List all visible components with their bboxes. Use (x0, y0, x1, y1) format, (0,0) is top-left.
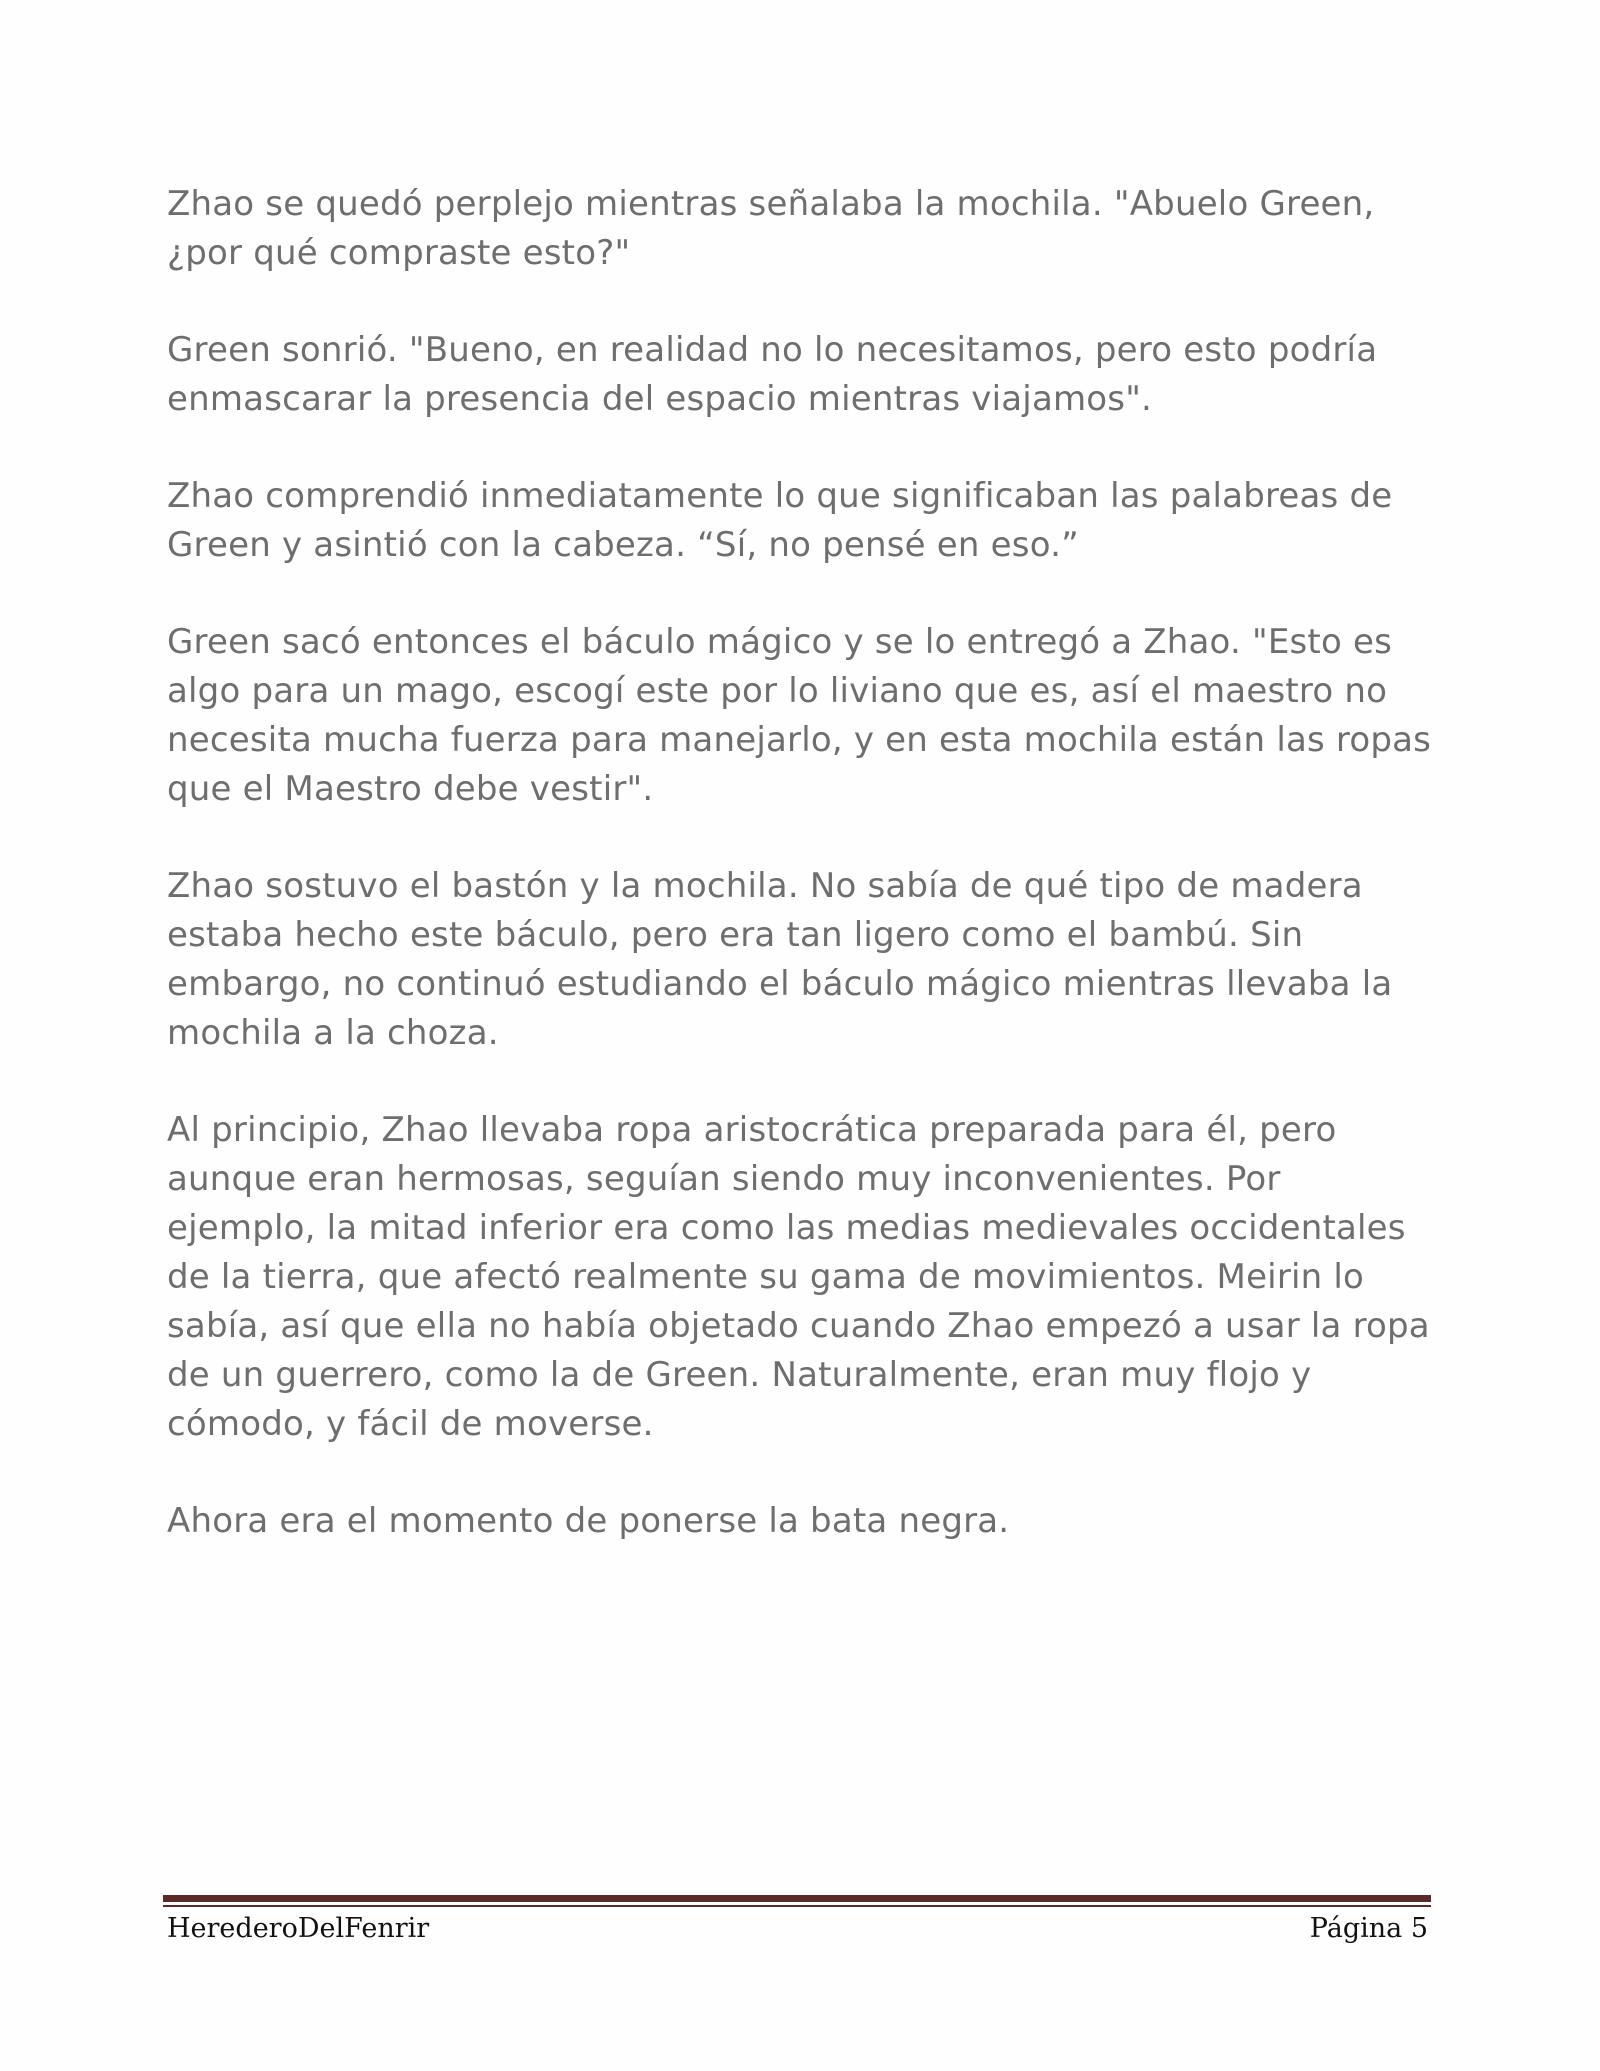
paragraph: Zhao se quedó perplejo mientras señalaba la mochila. "Abuelo Green, ¿por qué compraste esto?" (167, 184, 1375, 273)
footer-page-number: Página 5 (1309, 1913, 1428, 1944)
paragraph: Green sonrió. "Bueno, en realidad no lo necesitamos, pero esto podría enmascarar la presencia del espacio mientras viajamos". (167, 330, 1378, 419)
paragraph: Ahora era el momento de ponerse la bata negra. (167, 1501, 1010, 1541)
footer-divider-thick-line (163, 1895, 1431, 1902)
paragraph: Al principio, Zhao llevaba ropa aristocrática preparada para él, pero aunque eran hermosas, seguían siendo muy inconvenientes. Por ejemplo, la mitad inferior era como las medias medievales occidentales de la tierra, que afectó realmente su gama de movimientos. Meirin lo sabía, así que ella no había objetado cuando Zhao empezó a usar la ropa de un guerrero, como la de Green. Naturalmente, eran muy flojo y cómodo, y fácil de moverse. (167, 1110, 1430, 1444)
footer-author: HerederoDelFenrir (167, 1913, 430, 1944)
paragraph: Zhao comprendió inmediatamente lo que significaban las palabreas de Green y asintió con la cabeza. “Sí, no pensé en eso.” (167, 476, 1393, 565)
footer-divider-thin-line (163, 1905, 1431, 1907)
footer-divider (163, 1895, 1431, 1909)
paragraph: Green sacó entonces el báculo mágico y se lo entregó a Zhao. "Esto es algo para un mago, escogí este por lo liviano que es, así el maestro no necesita mucha fuerza para manejarlo, y en esta mochila están las ropas que el Maestro debe vestir". (167, 622, 1432, 809)
paragraph: Zhao sostuvo el bastón y la mochila. No sabía de qué tipo de madera estaba hecho este báculo, pero era tan ligero como el bambú. Sin embargo, no continuó estudiando el báculo mágico mientras llevaba la mochila a la choza. (167, 866, 1393, 1053)
page-body (167, 180, 1437, 1594)
